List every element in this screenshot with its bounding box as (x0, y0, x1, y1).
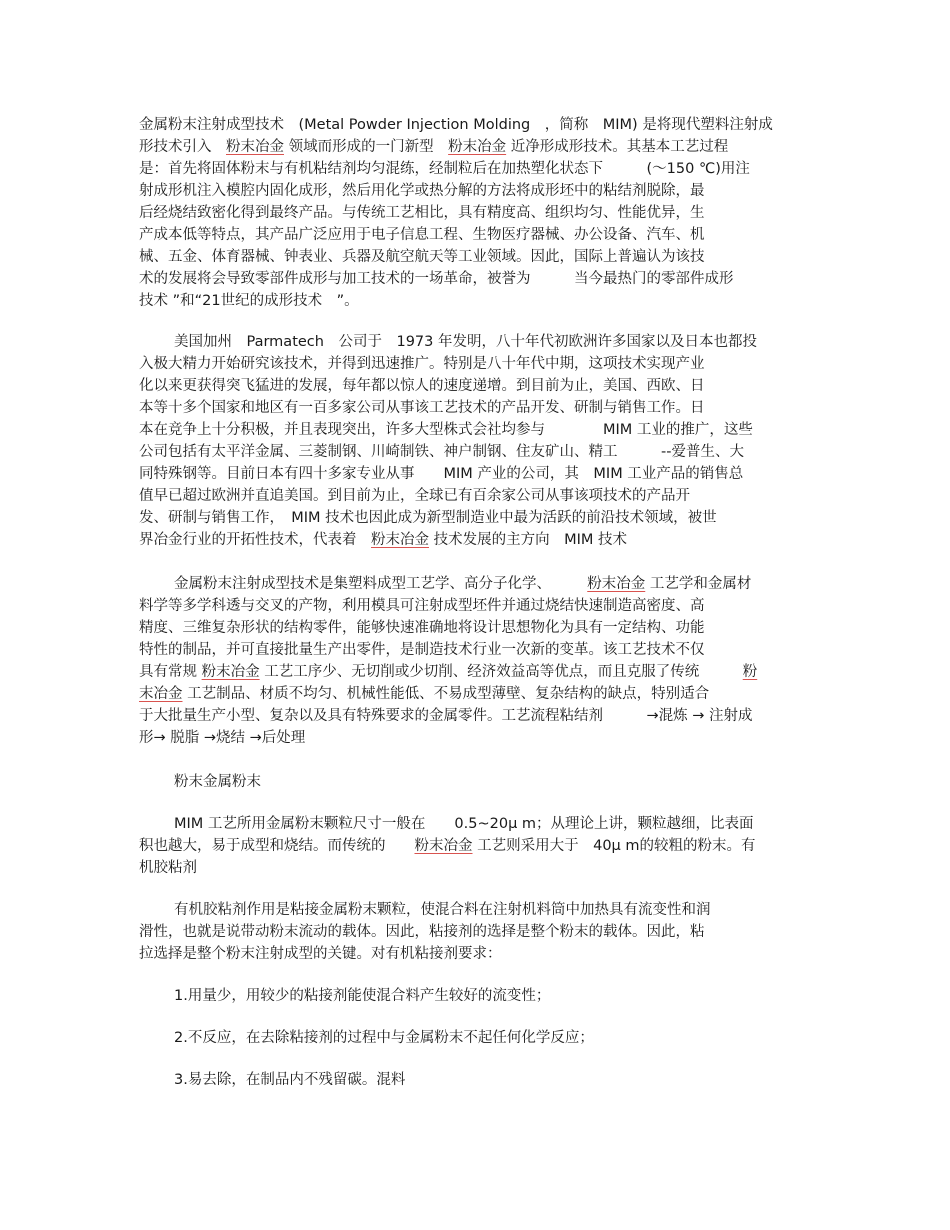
text-segment: 形技术引入 (139, 139, 226, 155)
paragraph-5 (139, 813, 799, 879)
paragraph-6 (139, 899, 799, 965)
text-line (139, 136, 799, 158)
text-line (139, 771, 799, 793)
text-segment: 发、研制与销售工作， MIM 技术也因此成为新型制造业中最为活跃的前沿技术领域，被世 (139, 510, 717, 526)
text-segment: 工艺则采用大于 40μ m的较粗的粉末。有 (472, 838, 756, 854)
text-segment: 公司包括有太平洋金属、三菱制钢、川崎制铁、神户制钢、住友矿山、精工 --爱普生、大 (139, 444, 744, 460)
text-line (139, 158, 799, 180)
underlined-term: 末冶金 (139, 686, 183, 702)
text-line (139, 397, 799, 419)
text-segment: 粉末金属粉末 (174, 774, 261, 790)
text-line (139, 1069, 799, 1091)
text-segment: 金属粉末注射成型技术 (Metal Powder Injection Molding ，简称 MIM) 是将现代塑料注射成 (139, 117, 773, 133)
text-segment: 积也越大，易于成型和烧结。而传统的 (139, 838, 415, 854)
text-line (139, 441, 799, 463)
text-segment: 有机胶粘剂作用是粘接金属粉末颗粒，使混合料在注射机料筒中加热具有流变性和润 (174, 902, 711, 918)
text-segment: 是：首先将固体粉末与有机粘结剂均匀混练，经制粒后在加热塑化状态下 (～150 ℃)用注 (139, 161, 750, 177)
text-segment: 特性的制品，并可直接批量生产出零件，是制造技术行业一次新的变革。该工艺技术不仅 (139, 642, 705, 658)
text-line (139, 1027, 799, 1049)
text-segment: 化以来更获得突飞猛进的发展，每年都以惊人的速度递增。到目前为止，美国、西欧、日 (139, 378, 705, 394)
text-line (139, 727, 799, 749)
text-segment: 精度、三维复杂形状的结构零件，能够快速准确地将设计思想物化为具有一定结构、功能 (139, 620, 705, 636)
text-segment: 技术发展的主方向 MIM 技术 (429, 532, 628, 548)
text-segment: 入极大精力开始研究该技术，并得到迅速推广。特别是八十年代中期，这项技术实现产业 (139, 356, 705, 372)
text-line (139, 463, 799, 485)
paragraph-4 (139, 771, 799, 793)
text-segment: 工艺工序少、无切削或少切削、经济效益高等优点，而且克服了传统 (259, 664, 743, 680)
text-line (139, 529, 799, 551)
text-line (139, 835, 799, 857)
paragraph-3 (139, 573, 799, 749)
text-line (139, 268, 799, 290)
text-segment: 射成形机注入模腔内固化成形，然后用化学或热分解的方法将成形坯中的粘结剂脱除，最 (139, 183, 705, 199)
text-segment: 技术 ”和“21世纪的成形技术 ”。 (139, 293, 359, 309)
text-segment: 工艺制品、材质不均匀、机械性能低、不易成型薄壁、复杂结构的缺点，特别适合 (182, 686, 710, 702)
paragraph-2 (139, 331, 799, 551)
text-line (139, 224, 799, 246)
text-line (139, 985, 799, 1007)
text-line (139, 857, 799, 879)
text-segment: MIM 工艺所用金属粉末颗粒尺寸一般在 0.5~20μ m；从理论上讲，颗粒越细，比表面 (174, 816, 754, 832)
underlined-term: 粉 (742, 664, 758, 680)
text-line (139, 114, 799, 136)
text-segment: 机胶粘剂 (139, 860, 197, 876)
text-line (139, 705, 799, 727)
text-segment: 形→ 脱脂 →烧结 →后处理 (139, 730, 306, 746)
underlined-term: 粉末冶金 (371, 532, 429, 548)
text-line (139, 921, 799, 943)
text-line (139, 683, 799, 705)
text-segment: 拉选择是整个粉末注射成型的关键。对有机粘接剂要求： (139, 946, 502, 962)
text-line (139, 813, 799, 835)
text-segment: 械、五金、体育器械、钟表业、兵器及航空航天等工业领域。因此，国际上普遍认为该技 (139, 249, 705, 265)
text-line (139, 180, 799, 202)
text-line (139, 353, 799, 375)
text-segment: 值早已超过欧洲并直追美国。到目前为止，全球已有百余家公司从事该项技术的产品开 (139, 488, 690, 504)
text-line (139, 617, 799, 639)
text-segment: 具有常规 (139, 664, 202, 680)
text-segment: 后经烧结致密化得到最终产品。与传统工艺相比，具有精度高、组织均匀、性能优异，生 (139, 205, 705, 221)
text-segment: 近净形成形技术。其基本工艺过程 (506, 139, 729, 155)
text-line (139, 485, 799, 507)
text-segment: 滑性，也就是说带动粉末流动的载体。因此，粘接剂的选择是整个粉末的载体。因此，粘 (139, 924, 705, 940)
underlined-term: 粉末冶金 (226, 139, 284, 155)
paragraph-1 (139, 114, 799, 312)
text-segment: 美国加州 Parmatech 公司于 1973 年发明，八十年代初欧洲许多国家以及日本也都投 (174, 334, 757, 350)
text-segment: 1.用量少，用较少的粘接剂能使混合料产生较好的流变性； (174, 988, 551, 1004)
text-line (139, 507, 799, 529)
text-line (139, 639, 799, 661)
underlined-term: 粉末冶金 (448, 139, 507, 155)
text-line (139, 202, 799, 224)
underlined-term: 粉末冶金 (201, 664, 260, 680)
text-line (139, 419, 799, 441)
text-segment: 界冶金行业的开拓性技术，代表着 (139, 532, 371, 548)
list-item-3 (139, 1069, 799, 1091)
text-line (139, 375, 799, 397)
text-segment: 本等十多个国家和地区有一百多家公司从事该工艺技术的产品开发、研制与销售工作。日 (139, 400, 705, 416)
text-segment: 同特殊钢等。目前日本有四十多家专业从事 MIM 产业的公司，其 MIM 工业产品的销售总 (139, 466, 744, 482)
text-segment: 领域而形成的一门新型 (284, 139, 449, 155)
text-line (139, 661, 799, 683)
text-segment: 料学等多学科透与交叉的产物，利用模具可注射成型坯件并通过烧结快速制造高密度、高 (139, 598, 705, 614)
text-segment: 金属粉末注射成型技术是集塑料成型工艺学、高分子化学、 (174, 576, 588, 592)
text-line (139, 595, 799, 617)
text-segment: 工艺学和金属材 (645, 576, 752, 592)
text-segment: 于大批量生产小型、复杂以及具有特殊要求的金属零件。工艺流程粘结剂 →混炼 → 注射成 (139, 708, 753, 724)
text-line (139, 246, 799, 268)
text-segment: 术的发展将会导致零部件成形与加工技术的一场革命，被誉为 当今最热门的零部件成形 (139, 271, 734, 287)
text-segment: 2.不反应，在去除粘接剂的过程中与金属粉末不起任何化学反应； (174, 1030, 594, 1046)
text-segment: 产成本低等特点，其产品广泛应用于电子信息工程、生物医疗器械、办公设备、汽车、机 (139, 227, 705, 243)
underlined-term: 粉末冶金 (587, 576, 646, 592)
list-item-2 (139, 1027, 799, 1049)
list-item-1 (139, 985, 799, 1007)
text-line (139, 331, 799, 353)
text-segment: 本在竞争上十分积极，并且表现突出，许多大型株式会社均参与 MIM 工业的推广，这些 (139, 422, 753, 438)
underlined-term: 粉末冶金 (414, 838, 473, 854)
text-line (139, 573, 799, 595)
text-line (139, 899, 799, 921)
text-line (139, 290, 799, 312)
text-line (139, 943, 799, 965)
text-segment: 3.易去除，在制品内不残留碳。混料 (174, 1072, 406, 1088)
